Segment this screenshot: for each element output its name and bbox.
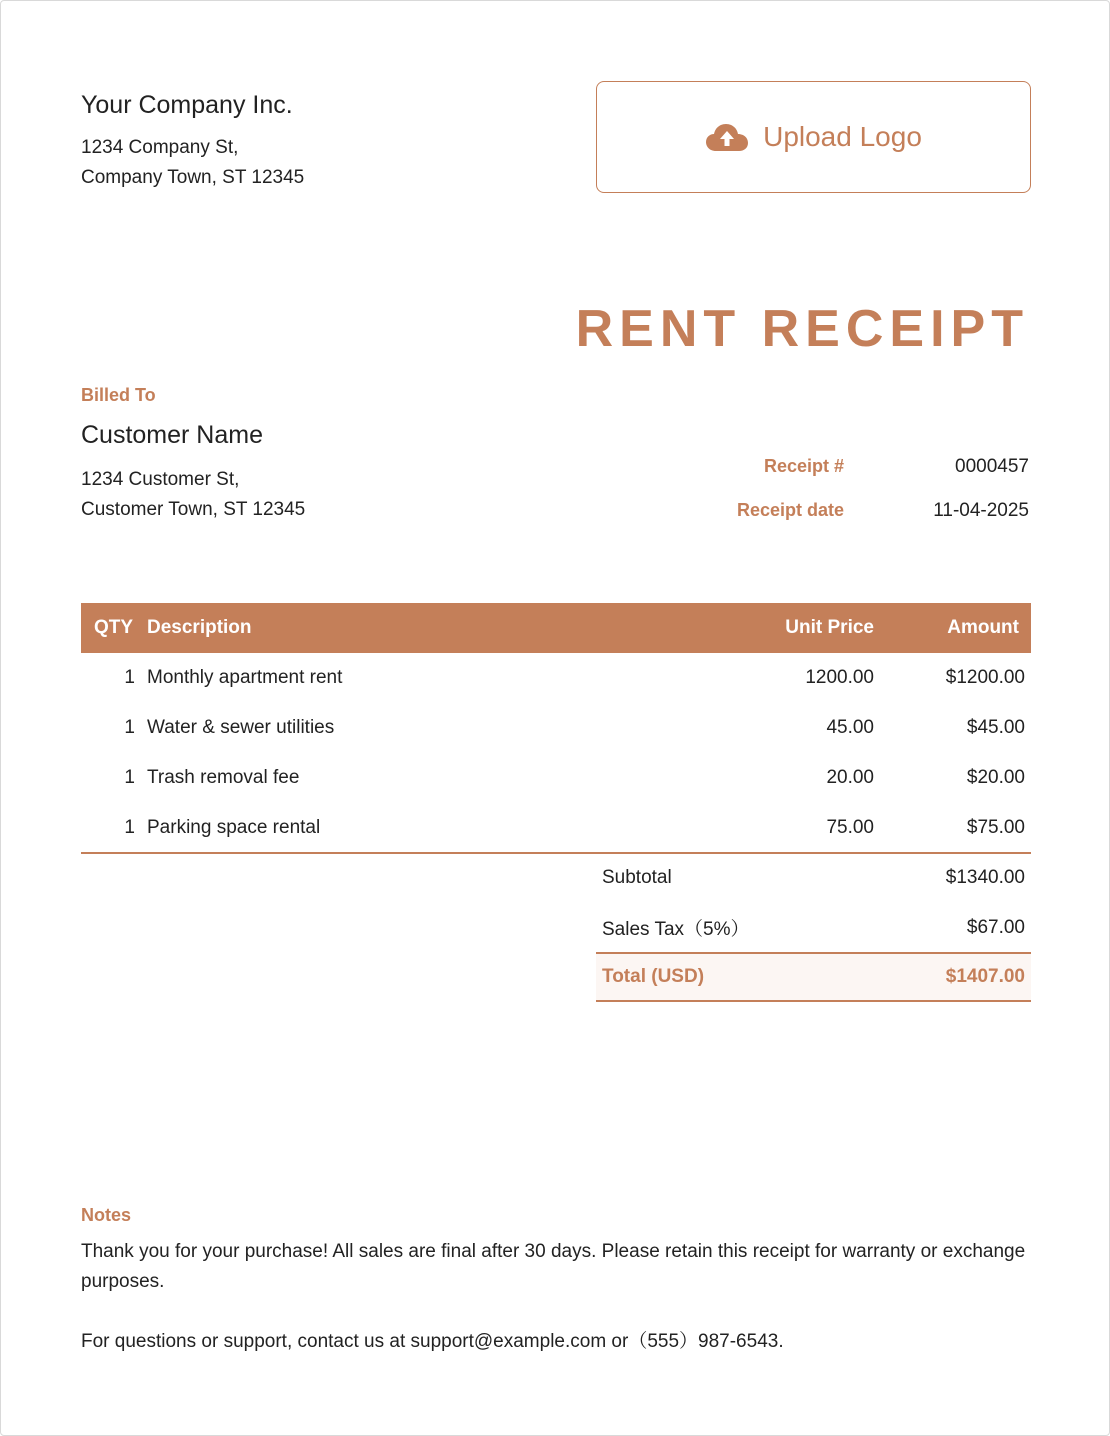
header-amount: Amount bbox=[886, 603, 1031, 653]
subtotal-row bbox=[596, 853, 1031, 903]
upload-logo-button[interactable] bbox=[596, 81, 1031, 193]
customer-address-line2: Customer Town, ST 12345 bbox=[81, 499, 306, 520]
notes-text: Thank you for your purchase! All sales are final after 30 days. Please retain this receipt for warranty or exchange purposes. bbox=[81, 1241, 1026, 1292]
cloud-upload-icon bbox=[705, 122, 749, 152]
totals-table bbox=[596, 853, 1031, 1002]
row-qty: 1 bbox=[124, 717, 135, 738]
row-qty: 1 bbox=[124, 767, 135, 788]
customer-name: Customer Name bbox=[81, 421, 263, 449]
row-amount: $75.00 bbox=[886, 803, 1031, 853]
company-address bbox=[81, 133, 304, 193]
row-unit-price: 20.00 bbox=[826, 767, 874, 788]
row-qty: 1 bbox=[81, 803, 141, 853]
billed-to-label: Billed To bbox=[81, 385, 156, 405]
total-label: Total (USD) bbox=[596, 953, 873, 1001]
header-qty: QTY bbox=[81, 603, 141, 653]
header-description: Description bbox=[141, 603, 686, 653]
tax-label: Sales Tax（5%） bbox=[602, 919, 750, 940]
header-unit-price: Unit Price bbox=[686, 603, 886, 653]
receipt-number-label: Receipt # bbox=[763, 456, 844, 476]
company-address-line2: Company Town, ST 12345 bbox=[81, 167, 305, 188]
document-title: RENT RECEIPT bbox=[575, 300, 1029, 358]
total-row bbox=[596, 953, 1031, 1001]
notes-label: Notes bbox=[81, 1205, 132, 1225]
table-row bbox=[81, 653, 1031, 703]
table-row bbox=[81, 803, 1031, 853]
row-amount: $20.00 bbox=[966, 767, 1025, 788]
company-address-line1: 1234 Company St, bbox=[81, 137, 239, 158]
row-description: Water & sewer utilities bbox=[147, 717, 335, 738]
row-qty: 1 bbox=[124, 667, 135, 688]
customer-address bbox=[81, 465, 305, 525]
total-value: $1407.00 bbox=[873, 953, 1031, 1001]
row-unit-price: 1200.00 bbox=[805, 667, 874, 688]
subtotal-value: $1340.00 bbox=[945, 867, 1025, 888]
tax-row bbox=[596, 903, 1031, 953]
table-row bbox=[81, 703, 1031, 753]
tax-value: $67.00 bbox=[966, 916, 1025, 938]
row-description: Monthly apartment rent bbox=[147, 667, 343, 688]
table-header-row bbox=[81, 603, 1031, 653]
row-amount: $45.00 bbox=[966, 717, 1025, 738]
upload-logo-label: Upload Logo bbox=[763, 121, 922, 152]
row-unit-price: 45.00 bbox=[826, 717, 874, 738]
notes-contact: For questions or support, contact us at support@example.com or（555）987-6543. bbox=[81, 1331, 784, 1352]
subtotal-label: Subtotal bbox=[602, 867, 672, 888]
table-row bbox=[81, 753, 1031, 803]
row-description: Parking space rental bbox=[141, 803, 686, 853]
company-name: Your Company Inc. bbox=[81, 91, 293, 119]
row-description: Trash removal fee bbox=[147, 767, 300, 788]
customer-address-line1: 1234 Customer St, bbox=[81, 469, 240, 490]
receipt-date: 11-04-2025 bbox=[933, 500, 1029, 521]
row-unit-price: 75.00 bbox=[686, 803, 886, 853]
line-items-table bbox=[81, 603, 1031, 854]
row-amount: $1200.00 bbox=[945, 667, 1025, 688]
receipt-date-label: Receipt date bbox=[736, 500, 844, 520]
receipt-number: 0000457 bbox=[955, 456, 1029, 477]
